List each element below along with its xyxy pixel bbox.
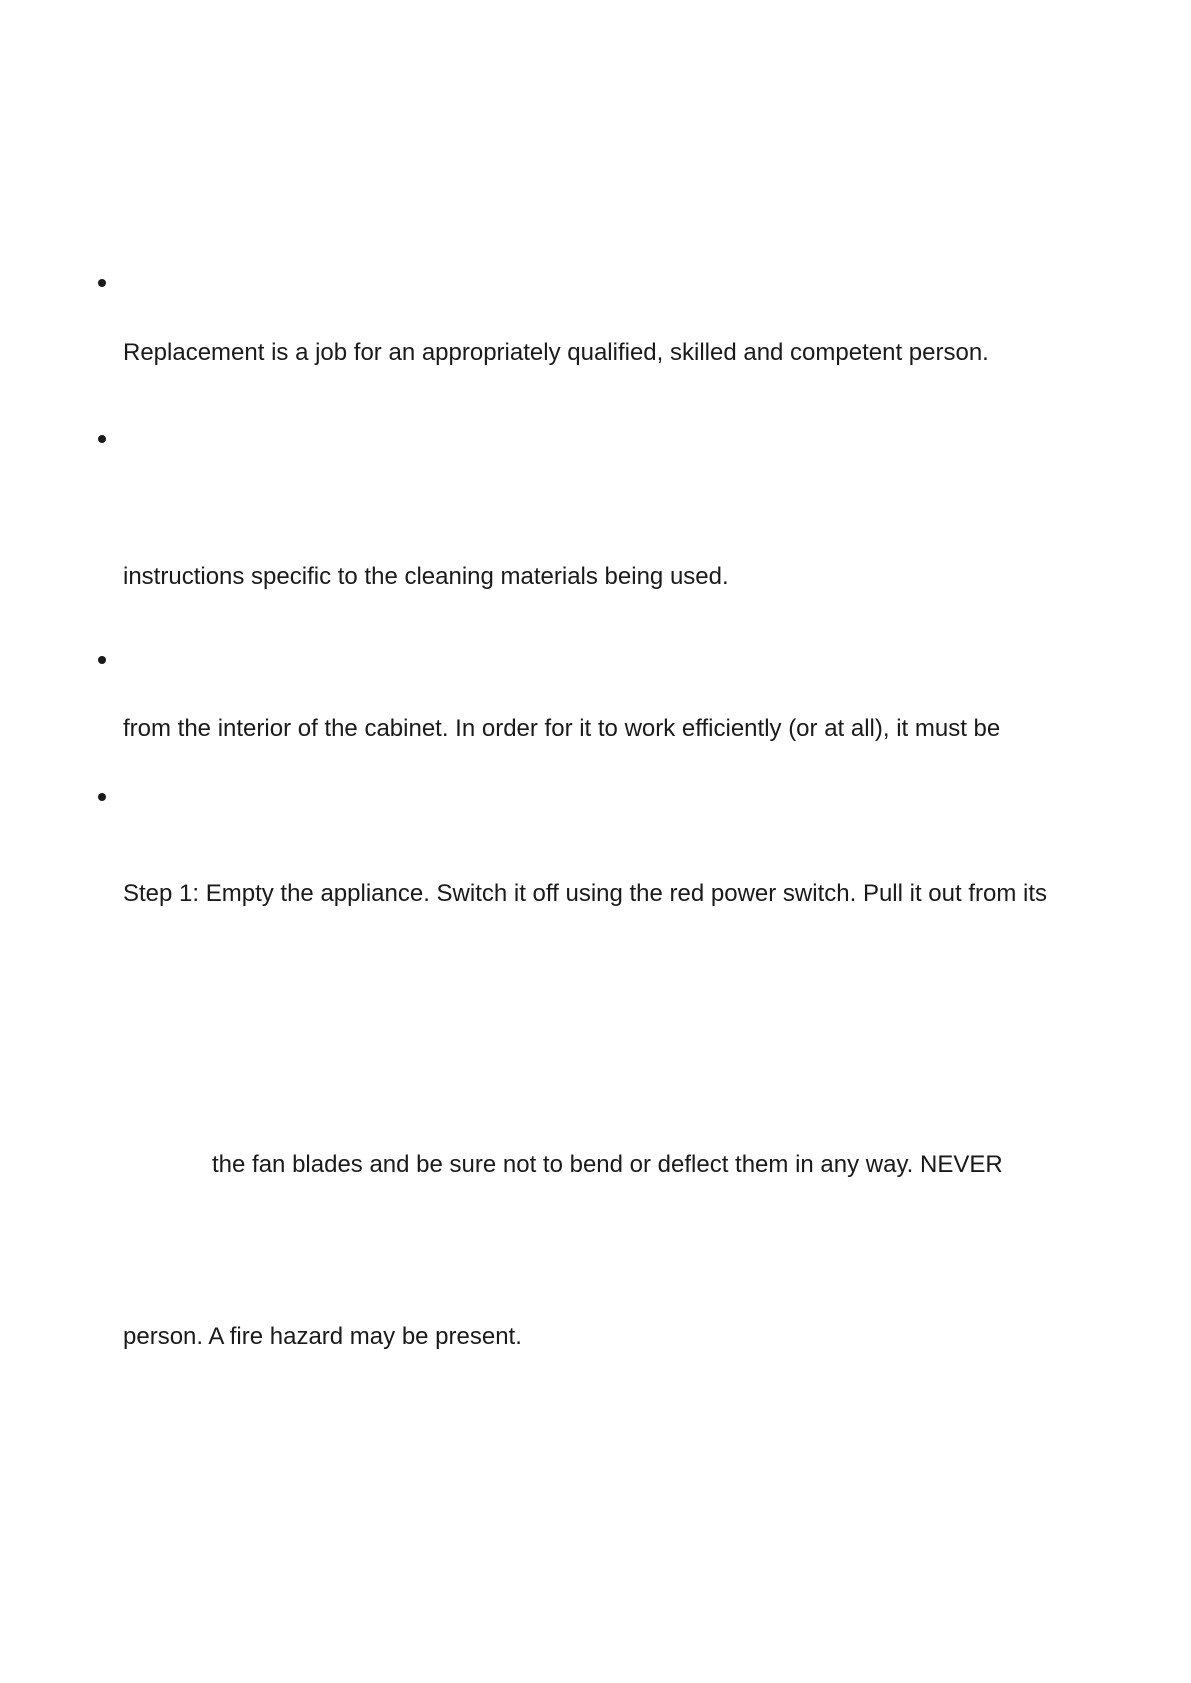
text-line-cleaning-instructions: instructions specific to the cleaning materials being used. <box>123 563 729 590</box>
text-line-step-1: Step 1: Empty the appliance. Switch it off using the red power switch. Pull it out from its <box>123 880 1047 907</box>
text-line-fire-hazard: person. A fire hazard may be present. <box>123 1323 522 1350</box>
bullet-3 <box>98 656 106 664</box>
bullet-1 <box>98 279 106 287</box>
bullet-2 <box>98 435 106 443</box>
text-line-cabinet-interior: from the interior of the cabinet. In order for it to work efficiently (or at all), it must be <box>123 715 1001 742</box>
bullet-4 <box>98 793 106 801</box>
text-line-replacement: Replacement is a job for an appropriately qualified, skilled and competent person. <box>123 339 989 366</box>
text-line-fan-blades: the fan blades and be sure not to bend or deflect them in any way. NEVER <box>212 1151 1003 1178</box>
